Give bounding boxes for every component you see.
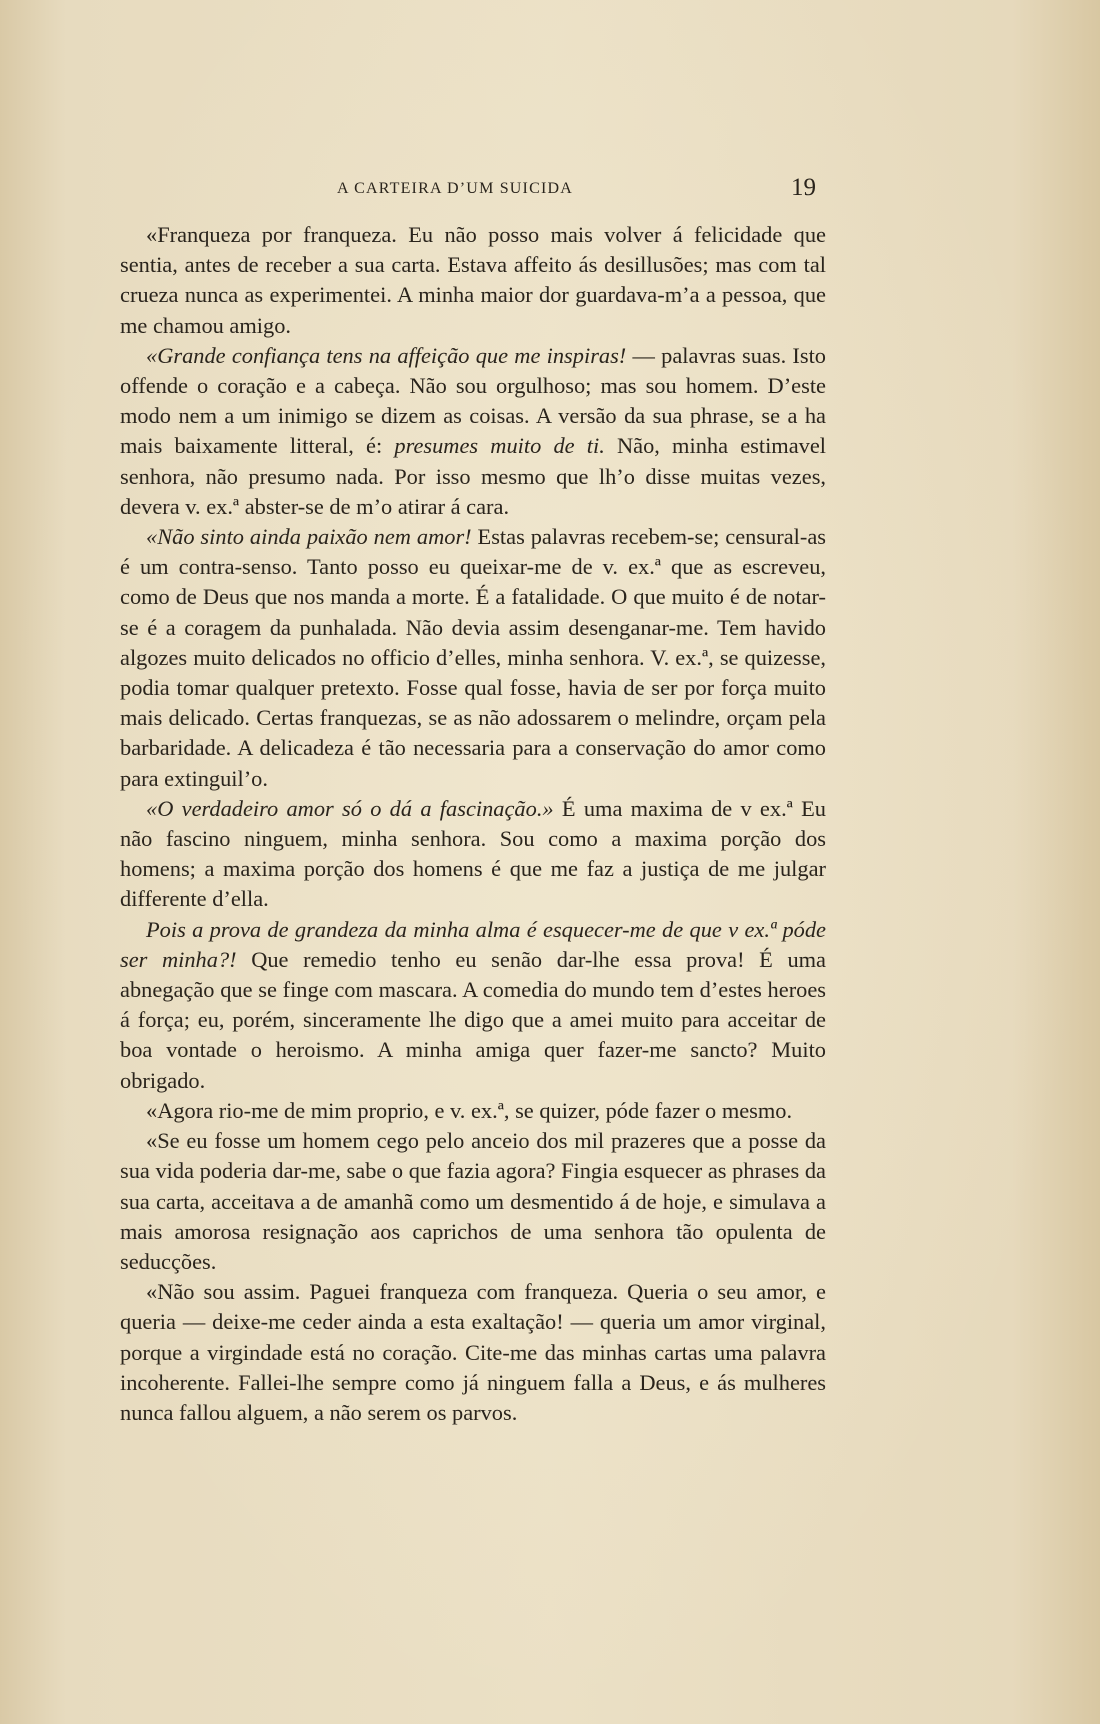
text-segment: — palavras suas. Isto offende o coração e a cabeça. Não sou orgulhoso; mas sou homem. D’este modo nem a um inimigo se dizem as coisas. A versão da sua phrase, se a ha mais baixamente litteral, é: [120,342,826,459]
paragraph-1 [120,220,826,341]
paragraph-4 [120,794,826,915]
italic-quote: Pois a prova de grandeza da minha alma é esquecer-me de que v ex.ª póde ser minha?! [120,916,826,972]
text-segment: «Se eu fosse um homem cego pelo anceio dos mil prazeres que a posse da sua vida poderia dar-me, sabe o que fazia agora? Fingia esquecer as phrases da sua carta, acceitava a de amanhã como um desmentido á de hoje, e simulava a mais amorosa resignação aos caprichos de uma senhora tão opulenta de seducções. [120,1128,826,1274]
italic-quote: «O verdadeiro amor só o dá a fascinação.» [146,795,554,821]
italic-quote: «Não sinto ainda paixão nem amor! [146,524,472,550]
running-title: A CARTEIRA D’UM SUICIDA [337,180,573,197]
text-segment: Que remedio tenho eu senão dar-lhe essa prova! É uma abnegação que se finge com mascara. A comedia do mundo tem d’estes heroes á força; eu, porém, sinceramente lhe digo que a amei muito para acceitar de boa vontade o heroismo. A minha amiga quer fazer-me sancto? Muito obrigado. [120,946,826,1093]
text-segment: «Não sou assim. Paguei franqueza com franqueza. Queria o seu amor, e queria — deixe-me ceder ainda a esta exaltação! — queria um amor virginal, porque a virgindade está no coração. Cite-me das minhas cartas uma palavra incoherente. Fallei-lhe sempre como já ninguem falla a Deus, e ás mulheres nunca fallou alguem, a não serem os parvos. [120,1279,826,1425]
text-segment: «Agora rio-me de mim proprio, e v. ex.ª, se quizer, póde fazer o mesmo. [146,1097,793,1123]
body-text [120,220,826,1428]
italic-quote: presumes muito de ti. [394,433,605,459]
text-segment: Estas palavras recebem-se; censural-as é um contra-senso. Tanto posso eu queixar-me de v. ex.ª que as escreveu, como de Deus que nos manda a morte. É a fatalidade. O que muito é de notar-se é a coragem da punhalada. Não devia assim desenganar-me. Tem havido algozes muito delicados no officio d’elles, minha senhora. V. ex.ª, se quizesse, podia tomar qualquer pretexto. Fosse qual fosse, havia de ser por força muito mais delicado. Certas franquezas, se as não adossarem o melindre, orçam pela barbaridade. A delicadeza é tão necessaria para a conservação do amor como para extinguil’o. [120,524,826,791]
paragraph-6 [120,1096,826,1126]
page-header [120,176,820,206]
text-segment: É uma maxima de v ex.ª Eu não fascino ninguem, minha senhora. Sou como a maxima porção dos homens; a maxima porção dos homens é que me faz a justiça de me julgar differente d’ella. [120,795,826,912]
paragraph-2 [120,341,826,522]
paragraph-7 [120,1126,826,1277]
page-number: 19 [791,174,816,201]
text-segment: «Franqueza por franqueza. Eu não posso mais volver á felicidade que sentia, antes de receber a sua carta. Estava affeito ás desillusões; mas com tal crueza nunca as experimentei. A minha maior dor guardava-m’a a pessoa, que me chamou amigo. [120,222,826,338]
paragraph-5 [120,915,826,1096]
italic-quote: «Grande confiança tens na affeição que me inspiras! [146,342,627,368]
text-segment: Não, minha estimavel senhora, não presumo nada. Por isso mesmo que lh’o disse muitas vezes, devera v. ex.ª abster-se de m’o atirar á cara. [120,433,826,519]
paragraph-8 [120,1277,826,1428]
paragraph-3 [120,522,826,794]
